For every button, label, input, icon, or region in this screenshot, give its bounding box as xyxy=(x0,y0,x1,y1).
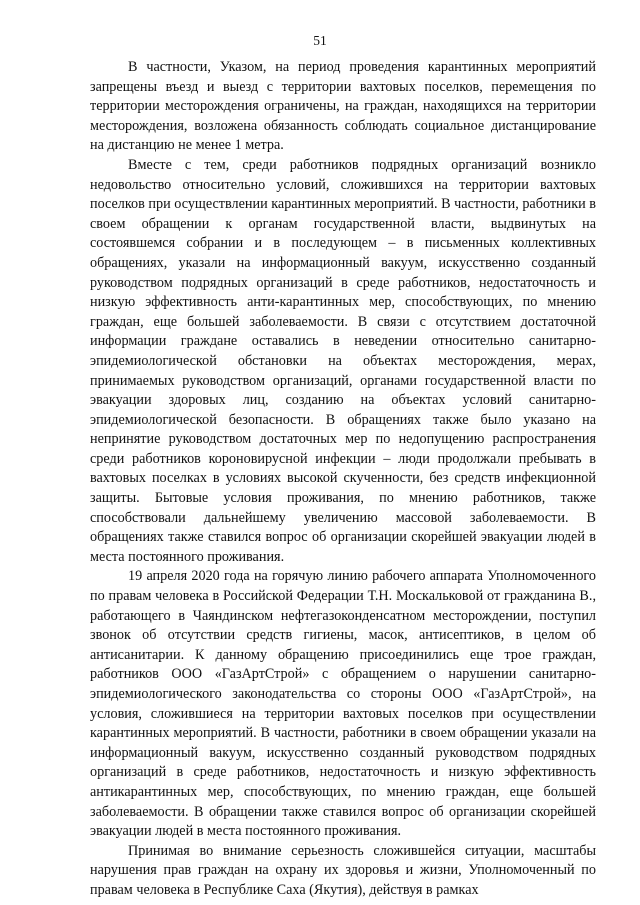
paragraph-ombudsman-action: Принимая во внимание серьезность сложившейся ситуации, масштабы нарушения прав граждан на охрану их здоровья и жизни, Уполномоченный по правам человека в Республике Саха (Якутия), действуя в рамках xyxy=(90,842,596,898)
paragraph-quarantine-decree: В частности, Указом, на период проведения карантинных мероприятий запрещены въезд и выезд с территории вахтовых поселков, перемещения по территории месторождения ограничены, на граждан, находящихся на территории месторождения, возложена обязанность соблюдать социальное дистанцирование на дистанцию не менее 1 метра. xyxy=(90,59,596,154)
paragraph-worker-discontent: Вместе с тем, среди работников подрядных организаций возникло недовольство относительно условий, сложившихся на территории вахтовых поселков при осуществлении карантинных мероприятий. В частности, работники в своем обращении к органам государственной власти, выдвинутых на состоявшемся собрании и в последующем – в письменных коллективных обращениях, указали на информационный вакуум, искусственно созданный руководством подрядных организаций в среде работников, недостаточность и низкую эффективность анти-карантинных мер, способствующих, по мнению граждан, еще большей заболеваемости. В связи с отсутствием достаточной информации граждане оставались в неведении относительно санитарно-эпидемиологической обстановки на объектах месторождения, мерах, принимаемых руководством организаций, органами государственной власти по эвакуации здоровых лиц, созданию на объектах условий санитарно-эпидемиологической безопасности. В обращениях также было указано на непринятие руководством достаточных мер по недопущению распространения среди работников короновирусной инфекции – люди продолжали пребывать в вахтовых поселках в условиях высокой скученности, без средств инфекционной защиты. Бытовые условия проживания, по мнению работников, также способствовали дальнейшему увеличению массовой заболеваемости. В обращениях также ставился вопрос об организации скорейшей эвакуации людей в места постоянного проживания. xyxy=(90,156,596,565)
body-text xyxy=(90,58,596,901)
page-number: 51 xyxy=(313,33,327,48)
paragraph-hotline-call: 19 апреля 2020 года на горячую линию рабочего аппарата Уполномоченного по правам человека в Российской Федерации Т.Н. Москальковой от гражданина В., работающего в Чаяндинском нефтегазоконденсатном месторождении, поступил звонок об отсутствии средств гигиены, масок, антисептиков, в целом об антисанитарии. К данному обращению присоединились еще трое граждан, работников ООО «ГазАртСтрой» с обращением о нарушении санитарно-эпидемиологического законодательства со стороны ООО «ГазАртСтрой», на условия, сложившиеся на территории вахтовых поселков при осуществлении карантинных мероприятий. В частности, работники в своем обращении указали на информационный вакуум, искусственно созданный руководством подрядных организаций в среде работников, недостаточность и низкую эффективность антикарантинных мер, способствующих, по мнению граждан, еще большей заболеваемости. В обращении также ставился вопрос об организации скорейшей эвакуации людей в места постоянного проживания. xyxy=(90,568,596,840)
